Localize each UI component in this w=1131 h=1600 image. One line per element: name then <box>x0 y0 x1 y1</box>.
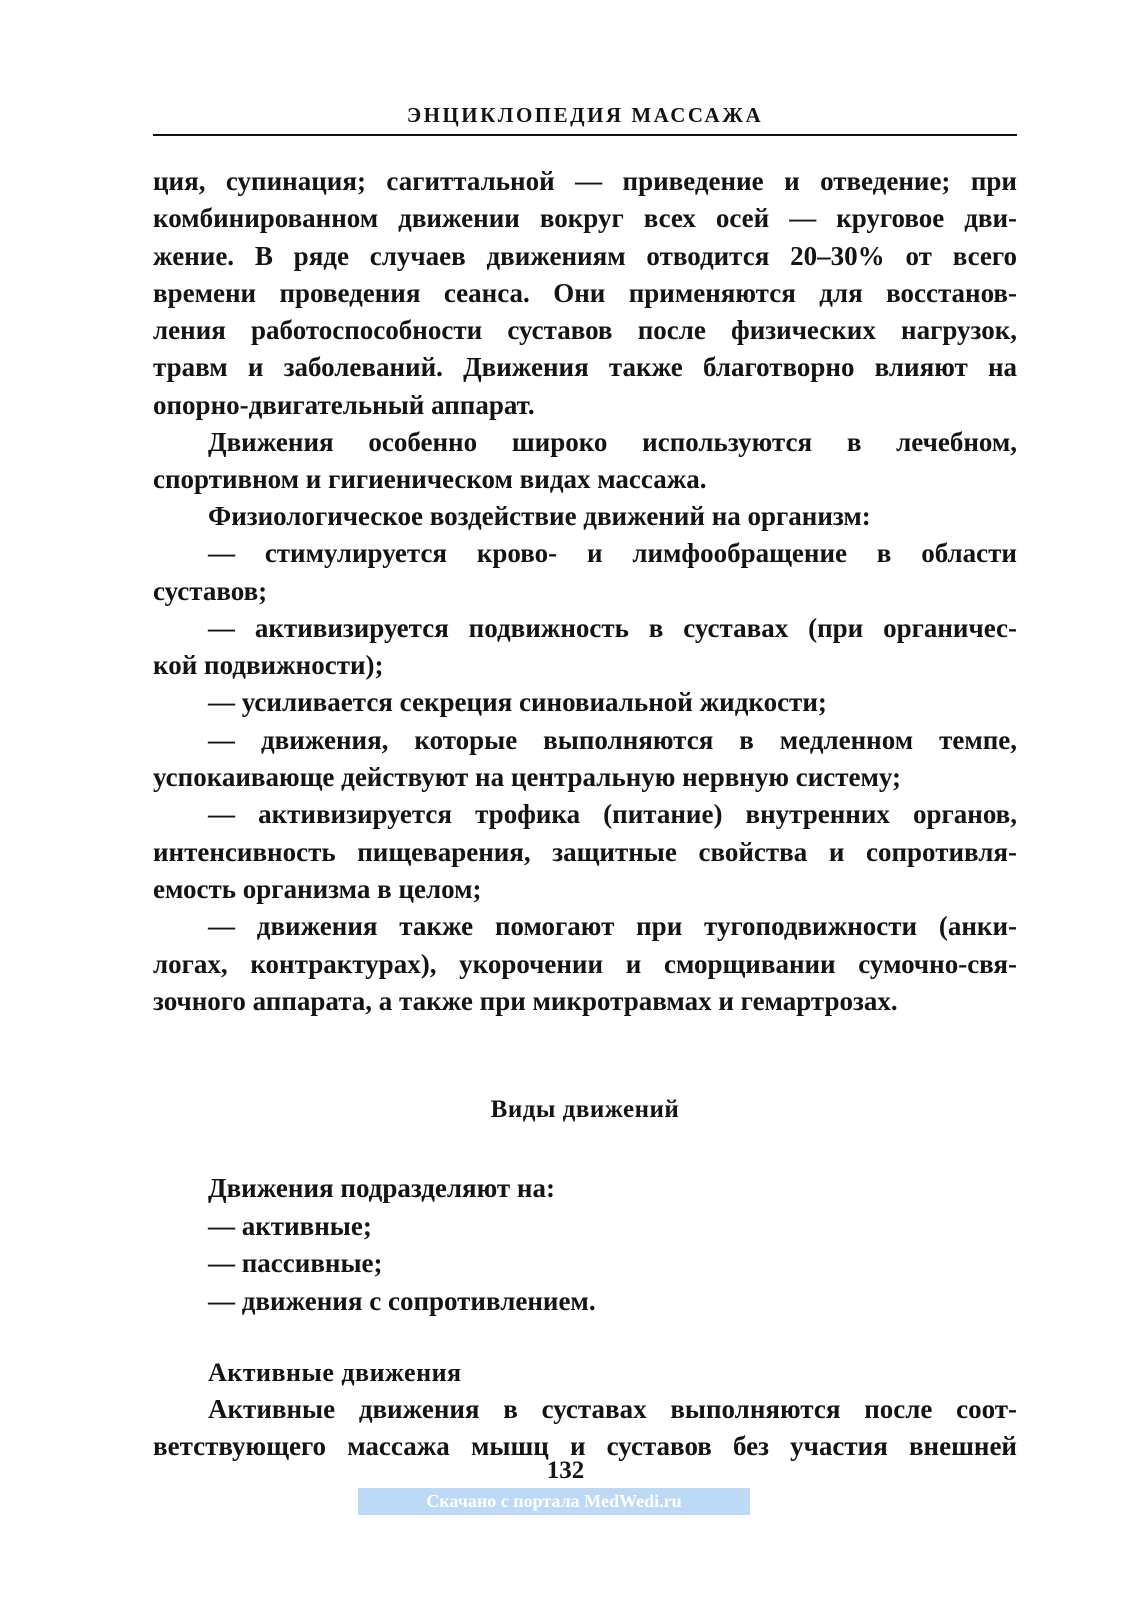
paragraph-line: ветствующего массажа мышц и суставов без участия внешней <box>153 1431 1017 1462</box>
effect-item-line: успокаивающе действуют на центральную нервную систему; <box>153 762 902 793</box>
effect-item-line: кой подвижности); <box>153 650 384 681</box>
effect-item-line: — стимулируется крово- и лимфообращение в области <box>208 538 1017 569</box>
effects-list <box>153 498 1017 1020</box>
effect-item-line: — движения, которые выполняются в медленном темпе, <box>208 724 1017 755</box>
paragraph-line: опорно-двигательный аппарат. <box>153 389 535 420</box>
subheading: Активные движения <box>208 1358 462 1387</box>
final-paragraph <box>153 1391 1017 1466</box>
paragraph-line: травм и заболеваний. Движения также благотворно влияют на <box>153 352 1017 383</box>
effect-item-line: емость организма в целом; <box>153 873 482 904</box>
effects-intro: Физиологическое воздействие движений на организм: <box>208 501 871 531</box>
effect-item-line: — активизируется трофика (питание) внутренних органов, <box>208 799 1017 830</box>
types-list <box>208 1170 1017 1320</box>
effect-item-line: зочного аппарата, а также при микротравмах и гемартрозах. <box>153 985 898 1016</box>
types-intro: Движения подразделяют на: <box>208 1173 555 1203</box>
effect-item-line: логах, контрактурах), укорочении и сморщивании сумочно-свя- <box>153 948 1017 979</box>
types-item: — движения с сопротивлением. <box>208 1285 596 1316</box>
paragraph-line: жение. В ряде случаев движениям отводится 20–30% от всего <box>153 240 1017 271</box>
paragraph-line: Активные движения в суставах выполняются после соот- <box>208 1394 1017 1424</box>
page-number: 132 <box>546 1457 585 1484</box>
section-title: Виды движений <box>490 1096 680 1123</box>
paragraph-line: спортивном и гигиеническом видах массажа. <box>153 464 707 495</box>
paragraph-line: ция, супинация; сагиттальной — приведение и отведение; при <box>153 166 1017 196</box>
paragraph-line: времени проведения сеанса. Они применяются для восстанов- <box>153 277 1017 308</box>
effect-item-line: — усиливается секреция синовиальной жидкости; <box>208 687 827 718</box>
watermark-banner: Скачано с портала MedWedi.ru <box>358 1488 750 1515</box>
paragraph-line: Движения особенно широко используются в лечебном, <box>208 427 1017 457</box>
paragraph-1 <box>153 163 1017 424</box>
running-head: ЭНЦИКЛОПЕДИЯ МАССАЖА <box>153 103 1017 136</box>
effect-item-line: интенсивность пищеварения, защитные свойства и сопротивля- <box>153 836 1017 867</box>
effect-item-line: — активизируется подвижность в суставах (при органичес- <box>208 612 1017 643</box>
effect-item-line: — движения также помогают при тугоподвижности (анки- <box>208 911 1017 942</box>
effect-item-line: суставов; <box>153 575 268 606</box>
types-item: — пассивные; <box>208 1248 383 1278</box>
paragraph-2 <box>153 424 1017 499</box>
paragraph-line: ления работоспособности суставов после физических нагрузок, <box>153 315 1017 346</box>
paragraph-line: комбинированном движении вокруг всех осей — круговое дви- <box>153 203 1017 234</box>
types-item: — активные; <box>208 1210 372 1241</box>
